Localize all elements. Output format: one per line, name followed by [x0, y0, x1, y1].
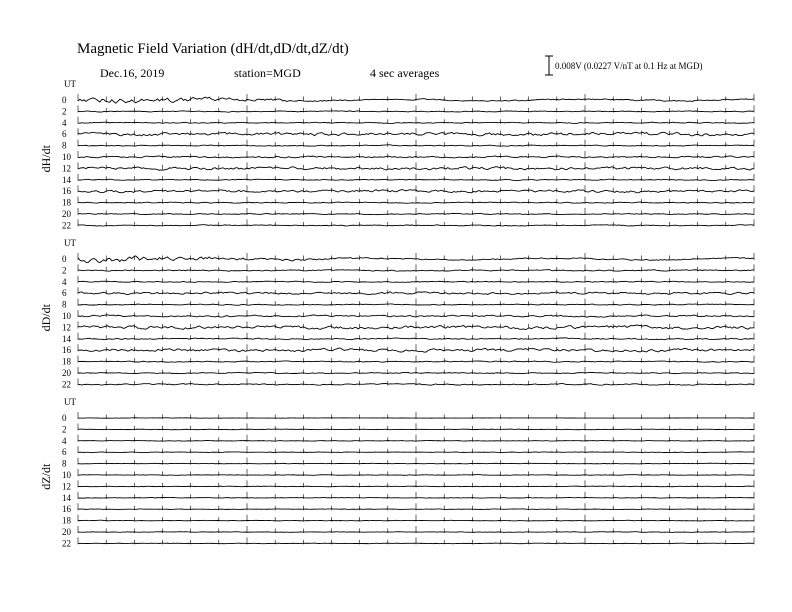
row-trace: [78, 429, 754, 430]
row-label: 2: [62, 106, 67, 117]
panel-ylabel: dZ/dt: [39, 463, 53, 490]
row-label: 2: [62, 424, 67, 435]
row-label: 4: [62, 435, 67, 446]
row-label: 6: [62, 129, 67, 140]
averaging-label: 4 sec averages: [370, 66, 440, 80]
row-trace: [78, 520, 754, 521]
row-label: 14: [62, 492, 71, 503]
panel-ylabel: dH/dt: [39, 145, 53, 173]
row-label: 20: [62, 527, 71, 537]
row-label: 20: [62, 368, 71, 378]
row-label: 4: [62, 117, 67, 128]
ut-axis-label: UT: [64, 397, 76, 407]
row-label: 6: [62, 288, 67, 299]
row-label: 20: [62, 209, 71, 219]
row-trace: [78, 532, 754, 533]
row-label: 0: [62, 95, 67, 105]
row-trace: [78, 486, 754, 487]
row-label: 22: [62, 220, 71, 231]
row-label: 8: [62, 458, 67, 469]
row-label: 16: [62, 504, 71, 515]
row-trace: [78, 497, 754, 498]
scale-bar: [545, 56, 703, 75]
panel-dD-dt: [39, 238, 754, 389]
panel-dZ-dt: [39, 397, 754, 548]
row-label: 16: [62, 345, 71, 356]
row-trace: [78, 463, 754, 464]
ut-axis-label: UT: [64, 238, 76, 248]
row-label: 4: [62, 276, 67, 287]
row-trace: [78, 452, 754, 453]
row-label: 18: [62, 197, 71, 208]
row-label: 12: [62, 481, 71, 492]
scale-note: 0.008V (0.0227 V/nT at 0.1 Hz at MGD): [555, 61, 703, 71]
row-label: 14: [62, 174, 71, 185]
row-label: 10: [62, 470, 71, 480]
row-trace: [78, 543, 754, 544]
row-label: 10: [62, 152, 71, 162]
row-label: 22: [62, 538, 71, 549]
figure-title: Magnetic Field Variation (dH/dt,dD/dt,dZ/dt): [77, 41, 349, 57]
panel-ylabel: dD/dt: [39, 304, 53, 332]
panel-dH-dt: [39, 79, 754, 230]
row-ticks: [78, 287, 754, 294]
row-label: 12: [62, 163, 71, 174]
row-label: 2: [62, 265, 67, 276]
station-label: station=MGD: [234, 66, 301, 80]
row-label: 0: [62, 254, 67, 264]
row-label: 14: [62, 333, 71, 344]
row-label: 22: [62, 379, 71, 390]
row-label: 16: [62, 186, 71, 197]
row-trace: [78, 509, 754, 510]
row-label: 6: [62, 447, 67, 458]
row-label: 18: [62, 515, 71, 526]
row-label: 8: [62, 140, 67, 151]
date-label: Dec.16, 2019: [100, 66, 165, 80]
ut-axis-label: UT: [64, 79, 76, 89]
row-label: 18: [62, 356, 71, 367]
row-label: 10: [62, 311, 71, 321]
row-label: 8: [62, 299, 67, 310]
row-label: 12: [62, 322, 71, 333]
row-label: 0: [62, 413, 67, 423]
